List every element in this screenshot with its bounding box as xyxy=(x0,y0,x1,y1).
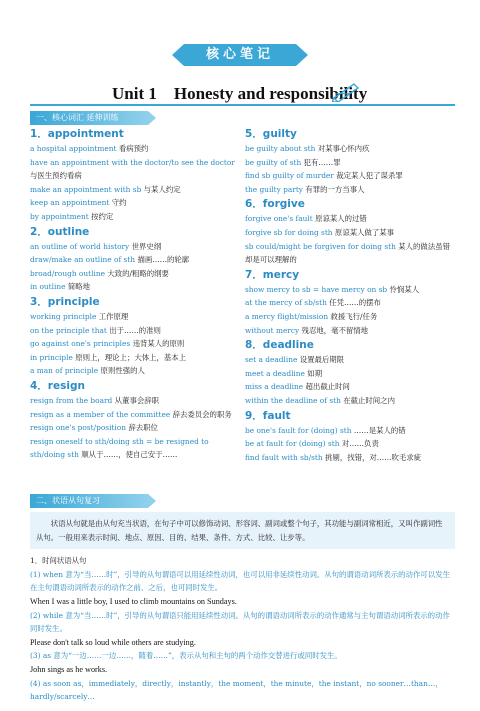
vocab-entry xyxy=(245,367,455,381)
vocab-entry xyxy=(245,324,455,338)
entry-english: forgive sb for doing sth xyxy=(245,227,333,237)
entry-english: in principle xyxy=(30,352,73,362)
entry-chinese: 与某人约定 xyxy=(143,184,181,194)
entry-english: keep an appointment xyxy=(30,198,110,208)
entry-chinese: 辞去委员会的职务 xyxy=(172,409,232,419)
vocab-entry xyxy=(245,310,455,324)
vocab-entry xyxy=(245,296,455,310)
vocab-entry xyxy=(30,156,236,183)
entry-chinese: 工作原理 xyxy=(98,311,129,321)
entry-english: have an appointment with the doctor/to see the doctor xyxy=(30,157,235,167)
vocab-entry xyxy=(245,353,455,367)
entry-chinese: 守约 xyxy=(111,198,127,208)
vocab-entry xyxy=(245,142,455,156)
entry-english: without mercy xyxy=(245,325,300,335)
entry-chinese: 看病预约 xyxy=(118,144,149,153)
vocab-entry xyxy=(30,421,236,435)
entry-chinese: 某人的做法虽错却是可以理解的 xyxy=(245,241,450,265)
vocab-entry xyxy=(245,283,455,297)
entry-english: be guilty of sth xyxy=(245,157,302,167)
entry-chinese: 对……负责 xyxy=(341,439,379,449)
vocab-entry xyxy=(30,351,236,365)
title-underline xyxy=(30,104,455,106)
entry-chinese: 原则上，理论上；大体上，基本上 xyxy=(75,352,187,362)
example-sentence: John sings as he works. xyxy=(30,664,108,674)
entry-chinese: 描画……的轮廓 xyxy=(137,255,190,265)
section-header-syntax xyxy=(30,494,230,508)
entry-english: in outline xyxy=(30,282,66,292)
example-sentence: When I was a little boy, I used to climb mountains on Sundays. xyxy=(30,596,237,606)
vocab-entry xyxy=(30,240,236,254)
rule-paragraph: (2) while 意为“当……时”，引导的从句谓语只能用延续性动词。从句的谓语动词所表示的动作通常与主句谓语动词所表示的动作同时发生。 xyxy=(30,610,450,634)
example-sentence: Please don't talk so loud while others are studying. xyxy=(30,637,196,647)
entry-chinese: 世界史纲 xyxy=(131,241,162,251)
vocab-entry xyxy=(245,424,455,438)
entry-chinese: 出于……的准则 xyxy=(109,325,161,335)
vocab-right-column xyxy=(245,126,455,464)
heading-ribbon xyxy=(170,38,310,72)
vocab-headword: 9．fault xyxy=(245,409,291,422)
vocab-entry xyxy=(245,451,455,465)
entry-english: resign from the board xyxy=(30,395,113,405)
entry-english: draw/make an outline of sth xyxy=(30,255,136,265)
entry-english: resign oneself to sth/doing sth = be resigned to sth/doing sth xyxy=(30,436,209,460)
vocab-headword: 7．mercy xyxy=(245,268,300,281)
entry-english: on the principle that xyxy=(30,325,107,335)
entry-chinese: 超出截止时间 xyxy=(305,382,350,392)
vocab-entry xyxy=(245,226,455,240)
entry-chinese: 辞去职位 xyxy=(128,423,158,433)
vocab-entry xyxy=(30,280,236,294)
rule-paragraph: (3) as 意为“一边……一边……，随着……”，表示从句和主句的两个动作交替进行或同时发生。 xyxy=(30,651,342,661)
vocab-entry xyxy=(30,253,236,267)
entry-chinese: 简略地 xyxy=(67,282,91,292)
section-label: 一、核心词汇 延伸训练 xyxy=(36,113,119,122)
entry-english: make an appointment with sb xyxy=(30,184,142,194)
vocab-entry xyxy=(245,212,455,226)
entry-english: sb could/might be forgiven for doing sth xyxy=(245,241,396,251)
vocab-entry xyxy=(30,183,236,197)
entry-english: find fault with sb/sth xyxy=(245,452,323,462)
subsection-heading: 1．时间状语从句 xyxy=(30,556,87,566)
pencil-icon xyxy=(332,80,362,102)
entry-english: the guilty party xyxy=(245,184,303,194)
entry-chinese: 怜悯某人 xyxy=(389,284,420,294)
entry-chinese: 犯有……罪 xyxy=(303,157,341,167)
entry-chinese: 设置最后期限 xyxy=(299,355,345,365)
entry-english: by appointment xyxy=(30,211,89,221)
entry-chinese: ……是某人的错 xyxy=(353,425,406,435)
vocab-entry xyxy=(30,267,236,281)
vocab-entry xyxy=(30,310,236,324)
entry-english: be one's fault for (doing) sth xyxy=(245,425,352,435)
vocab-headword: 1．appointment xyxy=(30,128,124,140)
vocab-entry xyxy=(30,435,236,462)
entry-english: broad/rough outline xyxy=(30,268,105,278)
entry-chinese: 有罪的一方当事人 xyxy=(305,184,365,194)
entry-english: be at fault for (doing) sth xyxy=(245,439,340,449)
entry-english: within the deadline of sth xyxy=(245,395,341,405)
entry-chinese: 顺从于……，使自己安于…… xyxy=(81,450,178,460)
entry-chinese: 与医生预约看病 xyxy=(30,171,82,181)
rule-paragraph: (1) when 意为“当……时”，引导的从句谓语可以用延续性动词，也可以用非延续性动词。从句的谓语动词所表示的动作可以发生在主句谓语动词所表示的动作之前、之后，也可同时发生。 xyxy=(30,569,450,593)
entry-english: a man of principle xyxy=(30,366,99,376)
vocab-entry xyxy=(245,380,455,394)
vocab-entry xyxy=(30,210,236,224)
entry-chinese: 如期 xyxy=(307,368,323,378)
entry-chinese: 原谅某人的过错 xyxy=(315,214,367,224)
unit-title: Unit 1 Honesty and responsibility xyxy=(112,84,368,103)
vocab-headword: 2．outline xyxy=(30,225,90,238)
entry-chinese: 残忍地，毫不留情地 xyxy=(301,325,369,335)
vocab-headword: 4．resign xyxy=(30,379,85,392)
entry-chinese: 原谅某人做了某事 xyxy=(334,227,395,237)
entry-english: find sb guilty of murder xyxy=(245,171,334,181)
entry-chinese: 裁定某人犯了谋杀罪 xyxy=(336,171,403,181)
vocab-entry xyxy=(245,183,455,197)
ribbon-title: 核心笔记 xyxy=(205,47,274,62)
vocab-entry xyxy=(245,437,455,451)
entry-chinese: 任凭……的摆布 xyxy=(329,298,381,308)
vocab-headword: 3．principle xyxy=(30,295,100,308)
vocab-entry xyxy=(245,240,455,267)
vocab-entry xyxy=(30,337,236,351)
entry-english: a hospital appointment xyxy=(30,144,117,153)
vocab-headword: 8．deadline xyxy=(245,339,314,352)
vocab-entry xyxy=(245,156,455,170)
entry-english: miss a deadline xyxy=(245,382,304,392)
vocab-headword: 6．forgive xyxy=(245,198,305,211)
entry-chinese: 对某事心怀内疚 xyxy=(317,144,370,153)
entry-chinese: 原则性强的人 xyxy=(100,366,145,376)
vocab-left-column xyxy=(30,126,236,462)
entry-english: go against one's principles xyxy=(30,339,131,349)
rule-paragraph: (4) as soon as，immediately，directly，instantly，the moment，the minute，the instant，no sooner…than…，hardly/scarcely… xyxy=(30,678,443,702)
vocab-entry xyxy=(30,394,236,408)
vocab-entry xyxy=(30,364,236,378)
vocab-entry xyxy=(30,196,236,210)
entry-english: meet a deadline xyxy=(245,368,305,378)
vocab-entry xyxy=(30,324,236,338)
entry-english: resign one's post/position xyxy=(30,423,126,433)
vocab-entry xyxy=(245,394,455,408)
entry-chinese: 大致的/粗略的纲要 xyxy=(107,268,169,278)
entry-chinese: 挑剔，找错，对……吹毛求疵 xyxy=(325,452,422,462)
vocab-entry xyxy=(245,169,455,183)
definition-note: 状语从句就是由从句充当状语，在句子中可以修饰动词、形容词、副词或整个句子，其功能与副词常相近，又叫作副词性从句。一般用来表示时间、地点、原因、目的、结果、条件、方式、比较、让步等。 xyxy=(30,512,455,549)
vocab-entry xyxy=(30,408,236,422)
entry-english: an outline of world history xyxy=(30,241,130,251)
entry-english: set a deadline xyxy=(245,355,298,365)
entry-english: a mercy flight/mission xyxy=(245,311,329,321)
entry-english: working principle xyxy=(30,311,97,321)
vocab-headword: 5．guilty xyxy=(245,128,297,140)
section-label: 二、状语从句复习 xyxy=(36,496,100,505)
entry-english: be guilty about sth xyxy=(245,144,316,153)
entry-english: at the mercy of sb/sth xyxy=(245,298,327,308)
vocab-entry xyxy=(30,142,236,156)
entry-chinese: 救援飞行/任务 xyxy=(330,311,378,321)
entry-chinese: 按约定 xyxy=(91,211,114,221)
section-header-vocab xyxy=(30,111,230,125)
entry-english: resign as a member of the committee xyxy=(30,409,171,419)
entry-english: show mercy to sb = have mercy on sb xyxy=(245,284,388,294)
entry-english: forgive one's fault xyxy=(245,214,313,224)
entry-chinese: 在截止时间之内 xyxy=(343,395,395,405)
entry-chinese: 从董事会辞职 xyxy=(114,395,160,405)
syntax-section xyxy=(30,512,455,704)
entry-chinese: 违背某人的原则 xyxy=(132,339,185,349)
